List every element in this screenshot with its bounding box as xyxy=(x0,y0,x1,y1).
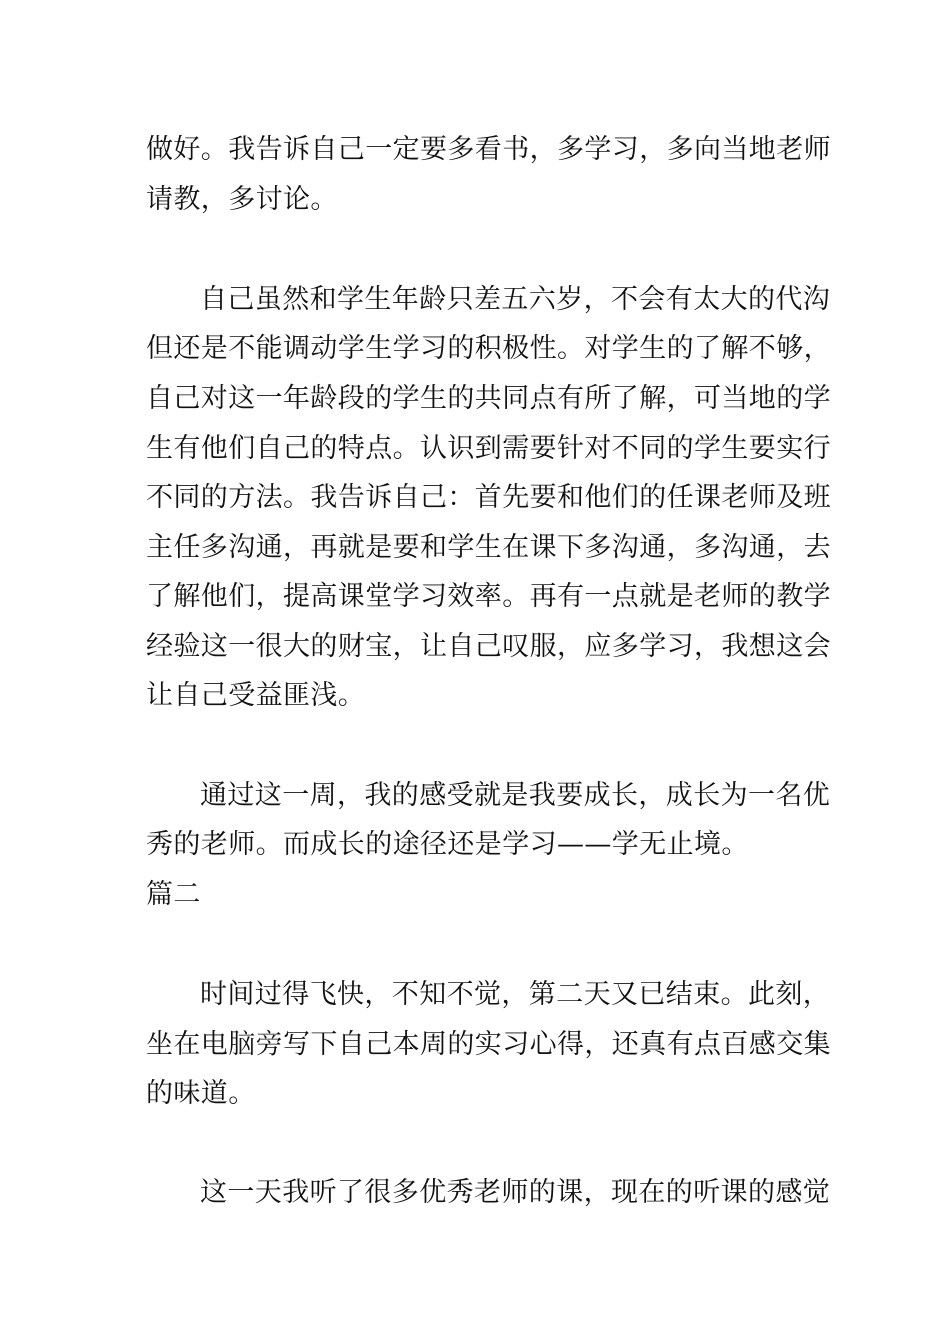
paragraph-line: 的味道。 xyxy=(146,1078,256,1109)
paragraph-line: 通过这一周，我的感受就是我要成长，成长为一名优 xyxy=(200,780,831,811)
paragraph-line: 但还是不能调动学生学习的积极性。对学生的了解不够， xyxy=(146,333,831,364)
paragraph-line: 坐在电脑旁写下自己本周的实习心得，还真有点百感交集 xyxy=(146,1029,831,1060)
paragraph-line: 时间过得飞快，不知不觉，第二天又已结束。此刻， xyxy=(200,979,831,1010)
section-heading: 篇二 xyxy=(146,879,201,910)
paragraph-line: 生有他们自己的特点。认识到需要针对不同的学生要实行 xyxy=(146,433,831,464)
paragraph-line: 了解他们，提高课堂学习效率。再有一点就是老师的教学 xyxy=(146,581,831,612)
paragraph-line: 主任多沟通，再就是要和学生在课下多沟通，多沟通，去 xyxy=(146,532,831,563)
paragraph-line: 自己对这一年龄段的学生的共同点有所了解，可当地的学 xyxy=(146,383,831,414)
paragraph-line: 秀的老师。而成长的途径还是学习——学无止境。 xyxy=(146,829,749,860)
paragraph-line: 这一天我听了很多优秀老师的课，现在的听课的感觉 xyxy=(200,1177,831,1208)
paragraph-line: 经验这一很大的财宝，让自己叹服，应多学习，我想这会 xyxy=(146,631,831,662)
paragraph-line: 请教，多讨论。 xyxy=(146,184,338,215)
paragraph-line: 让自己受益匪浅。 xyxy=(146,680,366,711)
paragraph-line: 自己虽然和学生年龄只差五六岁，不会有太大的代沟 xyxy=(200,284,831,315)
paragraph-line: 不同的方法。我告诉自己：首先要和他们的任课老师及班 xyxy=(146,482,831,513)
paragraph-line: 做好。我告诉自己一定要多看书，多学习，多向当地老师 xyxy=(146,134,831,165)
